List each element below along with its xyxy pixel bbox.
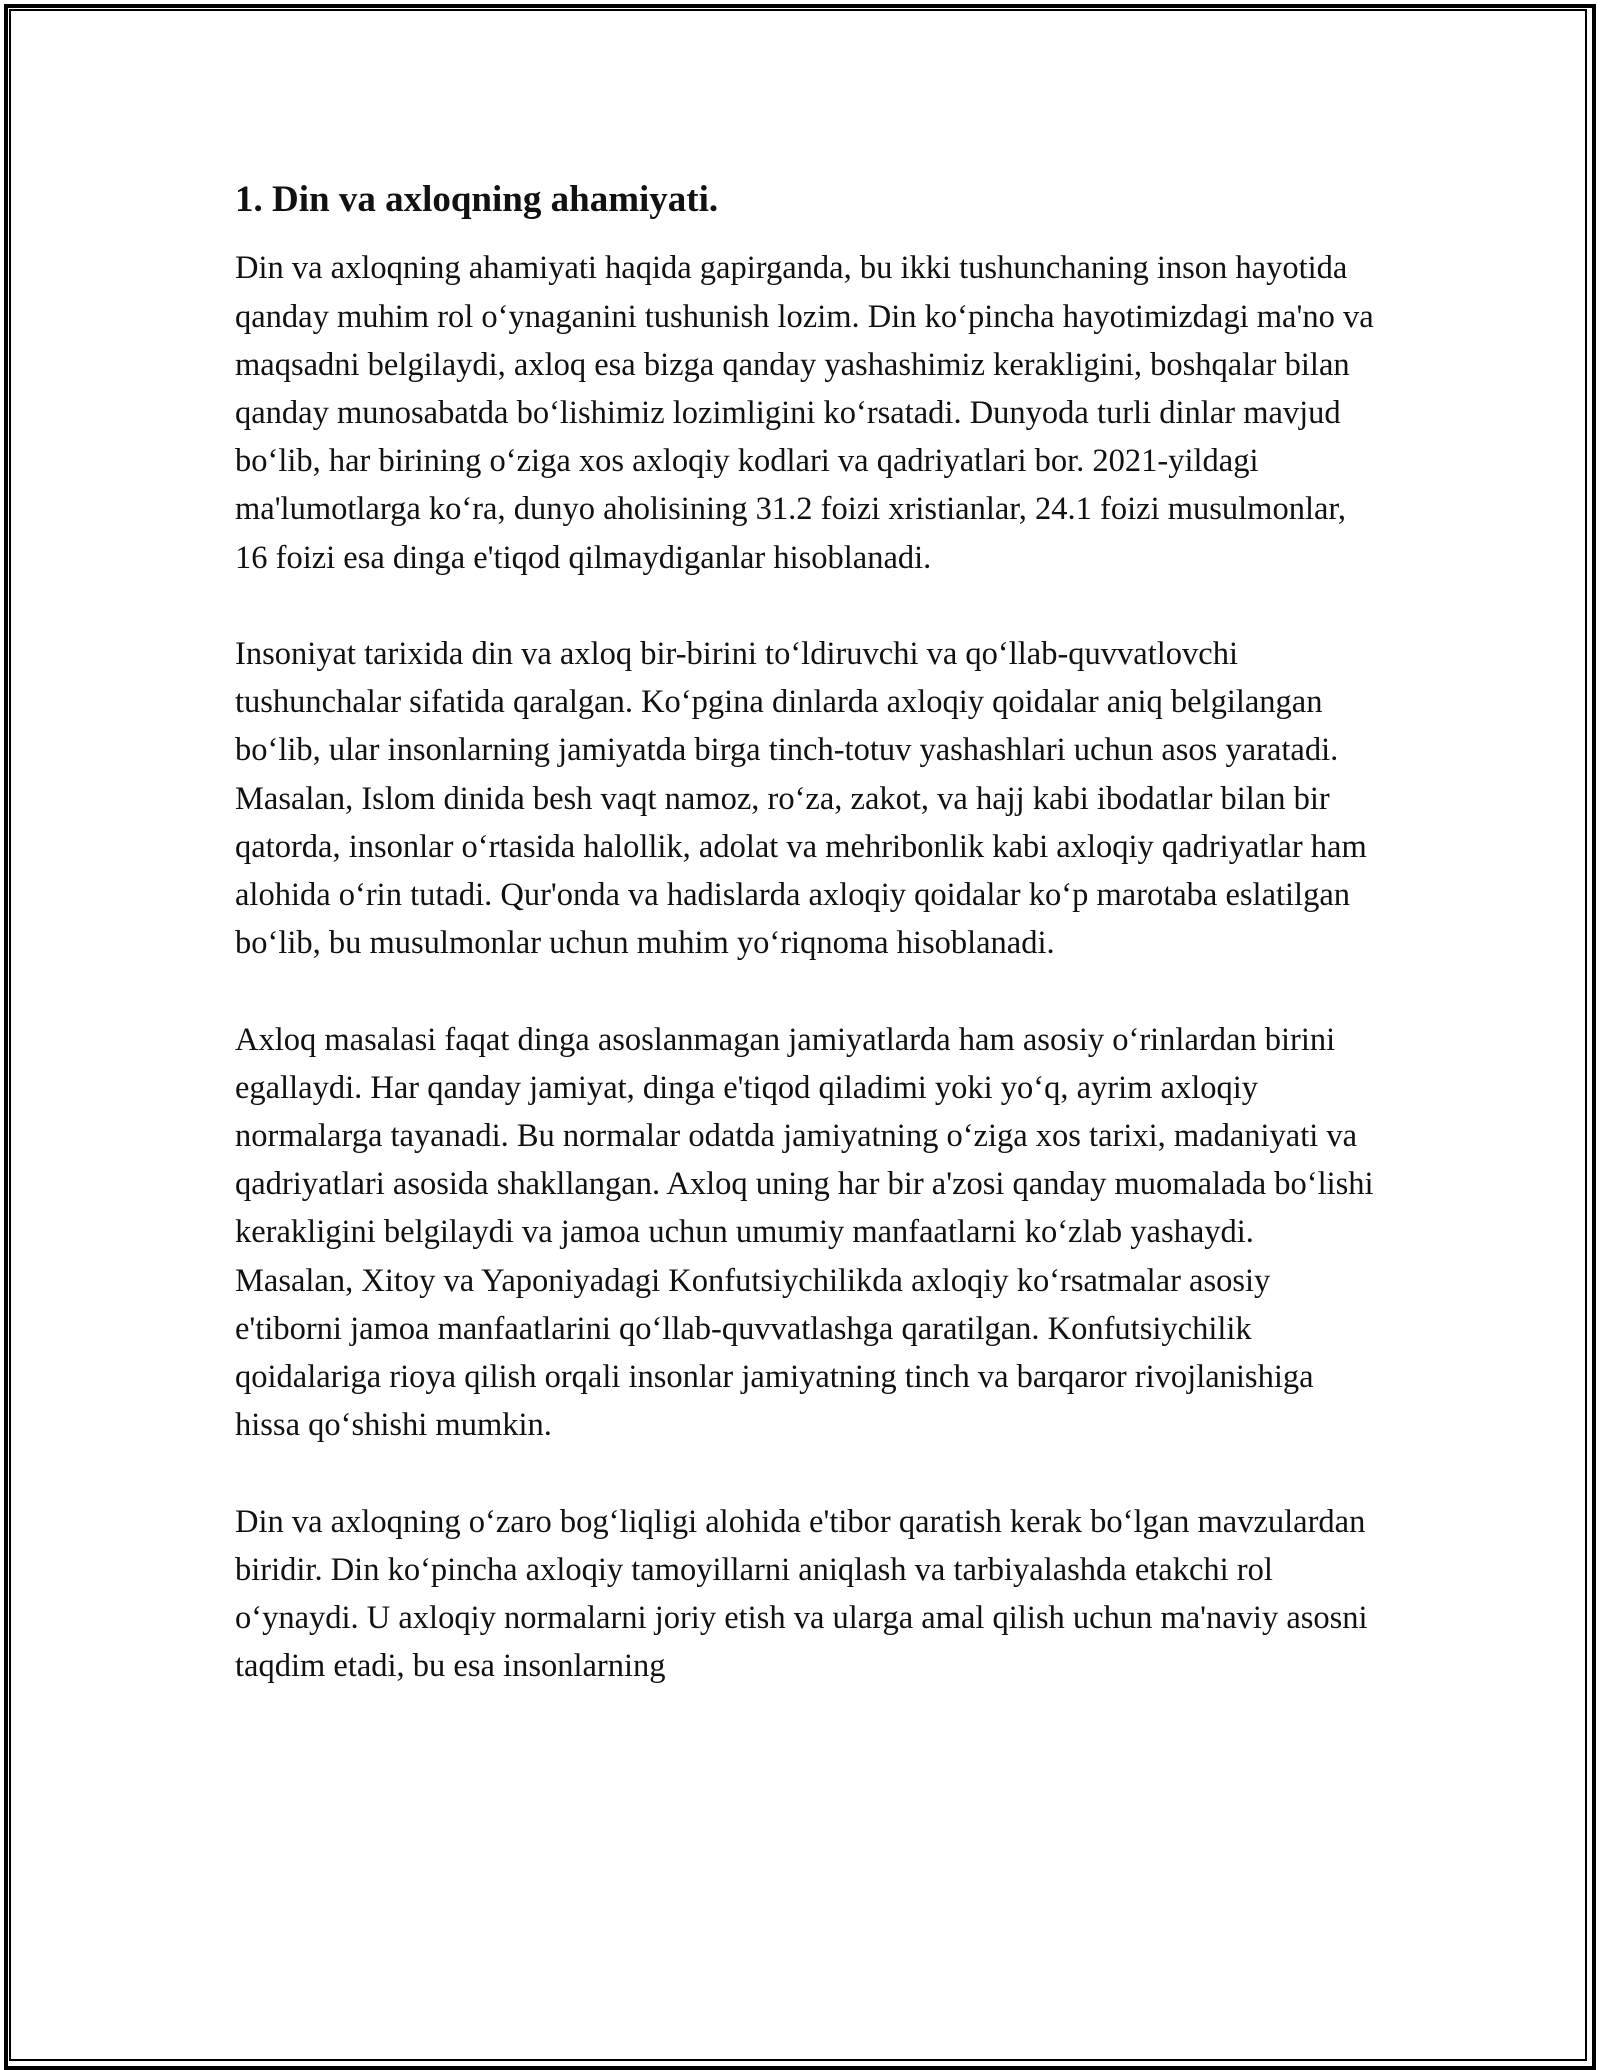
paragraph-2: Insoniyat tarixida din va axloq bir-birini to‘ldiruvchi va qo‘llab-quvvatlovchi tushunchalar sifatida qaralgan. Ko‘pgina dinlarda axloqiy qoidalar aniq belgilangan bo‘lib, ular insonlarning jamiyatda birga tinch-totuv yashashlari uchun asos yaratadi. Masalan, Islom dinida besh vaqt namoz, ro‘za, zakot, va hajj kabi ibodatlar bilan bir qatorda, insonlar o‘rtasida halollik, adolat va mehribonlik kabi axloqiy qadriyatlar ham alohida o‘rin tutadi. Qur'onda va hadislarda axloqiy qoidalar ko‘p marotaba eslatilgan bo‘lib, bu musulmonlar uchun muhim yo‘riqnoma hisoblanadi. bbox=[235, 636, 1367, 962]
paragraph-1: Din va axloqning ahamiyati haqida gapirganda, bu ikki tushunchaning inson hayotida qanday muhim rol o‘ynaganini tushunish lozim. Din ko‘pincha hayotimizdagi ma'no va maqsadni belgilaydi, axloq esa bizga qanday yashashimiz kerakligini, boshqalar bilan qanday munosabatda bo‘lishimiz lozimligini ko‘rsatadi. Dunyoda turli dinlar mavjud bo‘lib, har birining o‘ziga xos axloqiy kodlari va qadriyatlari bor. 2021-yildagi ma'lumotlarga ko‘ra, dunyo aholisining 31.2 foizi xristianlar, 24.1 foizi musulmonlar, 16 foizi esa dinga e'tiqod qilmaydiganlar hisoblanadi. bbox=[235, 250, 1374, 576]
section-heading: 1. Din va axloqning ahamiyati. bbox=[235, 179, 719, 220]
paragraph-3: Axloq masalasi faqat dinga asoslanmagan jamiyatlarda ham asosiy o‘rinlardan birini egallaydi. Har qanday jamiyat, dinga e'tiqod qiladimi yoki yo‘q, ayrim axloqiy normalarga tayanadi. Bu normalar odatda jamiyatning o‘ziga xos tarixi, madaniyati va qadriyatlari asosida shakllangan. Axloq uning har bir a'zosi qanday muomalada bo‘lishi kerakligini belgilaydi va jamoa uchun umumiy manfaatlarni ko‘zlab yashaydi. Masalan, Xitoy va Yaponiyadagi Konfutsiychilikda axloqiy ko‘rsatmalar asosiy e'tiborni jamoa manfaatlarini qo‘llab-quvvatlashga qaratilgan. Konfutsiychilik qoidalariga rioya qilish orqali insonlar jamiyatning tinch va barqaror rivojlanishiga hissa qo‘shishi mumkin. bbox=[235, 1021, 1374, 1444]
paragraph-4: Din va axloqning o‘zaro bog‘liqligi alohida e'tibor qaratish kerak bo‘lgan mavzulardan biridir. Din ko‘pincha axloqiy tamoyillarni aniqlash va tarbiyalashda etakchi rol o‘ynaydi. U axloqiy normalarni joriy etish va ularga amal qilish uchun ma'naviy asosni taqdim etadi, bu esa insonlarning bbox=[235, 1503, 1368, 1685]
document-body bbox=[235, 178, 1375, 1739]
